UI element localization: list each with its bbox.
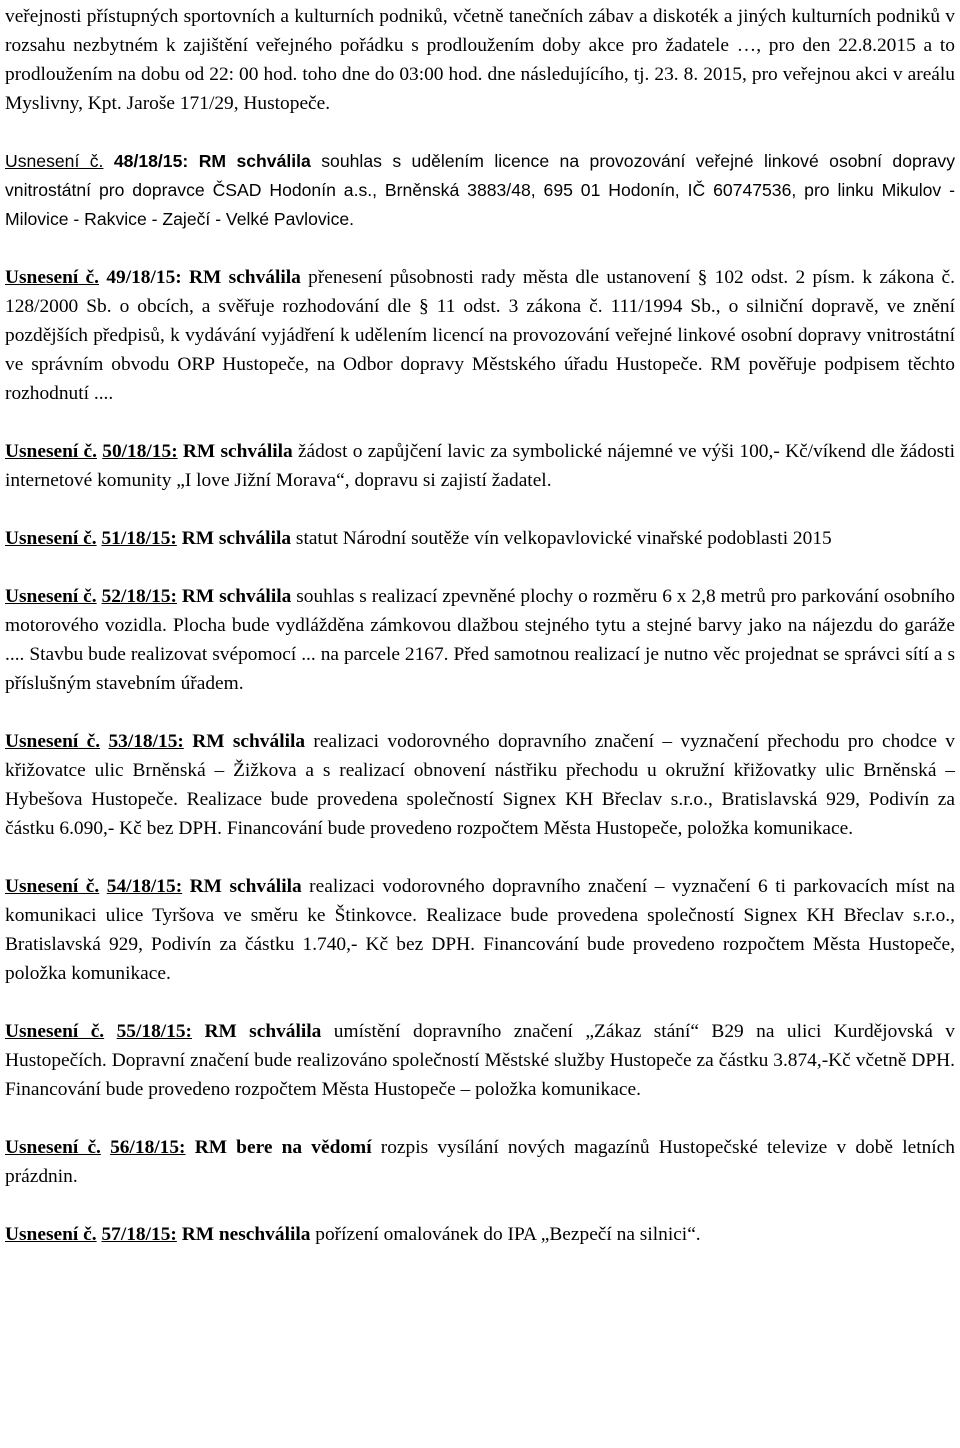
resolution-text: rozpis vysílání nových magazínů Hustopečské televize v době letních prázdnin. [5,1137,955,1187]
resolution-57 [5,1220,955,1249]
resolution-53 [5,727,955,843]
resolution-label: Usnesení č. [5,876,100,897]
resolution-50 [5,437,955,495]
resolution-49 [5,263,955,408]
resolution-number: 52/18/15: [101,586,177,607]
resolution-label: Usnesení č. [5,528,97,549]
resolution-label: Usnesení č. [5,731,101,752]
resolution-verb: RM schválila [189,267,301,288]
resolution-verb: RM schválila [192,731,306,752]
resolution-label: Usnesení č. [5,151,104,171]
resolution-number: 55/18/15: [116,1021,192,1042]
resolution-label: Usnesení č. [5,1021,105,1042]
resolution-text: realizaci vodorovného dopravního značení – vyznačení přechodu pro chodce v křižovatce ulic Brněnská – Žižkova a s realizací obnovení nástřiku přechodu u okružní křižovatky ulic Brněnská – Hybešova Hustopeče. Realizace bude provedena společností Signex KH Břeclav s.r.o., Bratislavská 929, Podivín za částku 6.090,- Kč bez DPH. Financování bude provedeno rozpočtem Města Hustopeče, položka komunikace. [5,731,955,839]
resolution-number: 51/18/15: [101,528,177,549]
resolution-label: Usnesení č. [5,586,97,607]
resolution-48 [5,147,955,234]
resolution-56 [5,1133,955,1191]
resolution-verb: RM neschválila [181,1224,311,1245]
resolution-label: Usnesení č. [5,267,100,288]
resolution-54 [5,872,955,988]
resolution-label: Usnesení č. [5,441,97,462]
resolution-text: statut Národní soutěže vín velkopavlovické vinařské podoblasti 2015 [291,528,832,549]
resolution-number: 53/18/15: [108,731,184,752]
resolution-verb: RM bere na vědomí [194,1137,372,1158]
resolution-verb: RM schválila [198,151,311,171]
resolution-text: žádost o zapůjčení lavic za symbolické nájemné ve výši 100,- Kč/víkend dle žádosti internetové komunity „I love Jižní Morava“, dopravu si zajistí žadatel. [5,441,955,491]
resolution-text: umístění dopravního značení „Zákaz stání“ B29 na ulici Kurdějovská v Hustopečích. Dopravní značení bude realizováno společností Městské služby Hustopeče za částku 3.874,-Kč včetně DPH. Financování bude provedeno rozpočtem Města Hustopeče – položka komunikace. [5,1021,955,1100]
resolution-verb: RM schválila [189,876,302,897]
resolution-text: souhlas s udělením licence na provozování veřejné linkové osobní dopravy vnitrostátní pro dopravce ČSAD Hodonín a.s., Brněnská 3883/48, 695 01 Hodonín, IČ 60747536, pro linku Mikulov - Milovice - Rakvice - Zaječí - Velké Pavlovice. [5,151,956,229]
resolution-number: 54/18/15: [106,876,183,897]
resolution-number: 50/18/15: [102,441,178,462]
resolution-number: 48/18/15: [113,151,189,171]
intro-paragraph: veřejnosti přístupných sportovních a kulturních podniků, včetně tanečních zábav a diskoték a jiných kulturních podniků v rozsahu nezbytném k zajištění veřejného pořádku s prodloužením doby akce pro žadatele …, pro den 22.8.2015 a to prodloužením na dobu od 22: 00 hod. toho dne do 03:00 hod. dne následujícího, tj. 23. 8. 2015, pro veřejnou akci v areálu Myslivny, Kpt. Jaroše 171/29, Hustopeče. [5,6,955,114]
resolution-verb: RM schválila [204,1021,322,1042]
resolution-verb: RM schválila [181,586,292,607]
resolution-label: Usnesení č. [5,1224,97,1245]
resolution-verb: RM schválila [182,441,293,462]
resolution-verb: RM schválila [181,528,292,549]
resolution-51 [5,524,955,553]
resolution-55 [5,1017,955,1104]
document-page [5,0,955,1249]
resolution-text: souhlas s realizací zpevněné plochy o rozměru 6 x 2,8 metrů pro parkování osobního motorového vozidla. Plocha bude vydlážděna zámkovou dlažbou stejného tytu a stejné barvy jako na nájezdu do garáže .... Stavbu bude realizovat svépomocí ... na parcele 2167. Před samotnou realizací je nutno věc projednat se správci sítí a s příslušným stavebním úřadem. [5,586,955,694]
resolution-52 [5,582,955,698]
resolution-number: 56/18/15: [110,1137,186,1158]
resolution-text: realizaci vodorovného dopravního značení – vyznačení 6 ti parkovacích míst na komunikaci ulice Tyršova ve směru ke Štinkovce. Realizace bude provedena společností Signex KH Břeclav s.r.o., Bratislavská 929, Podivín za částku 1.740,- Kč bez DPH. Financování bude provedeno rozpočtem Města Hustopeče, položka komunikace. [5,876,955,984]
resolution-number: 57/18/15: [101,1224,177,1245]
resolution-label: Usnesení č. [5,1137,101,1158]
resolution-text: pořízení omalovánek do IPA „Bezpečí na silnici“. [310,1224,701,1245]
resolution-text: přenesení působnosti rady města dle ustanovení § 102 odst. 2 písm. k zákona č. 128/2000 Sb. o obcích, a svěřuje rozhodování dle § 11 odst. 3 zákona č. 111/1994 Sb., o silniční dopravě, ve znění pozdějších předpisů, k vydávání vyjádření k udělením licencí na provozování veřejné linkové osobní dopravy vnitrostátní ve správním obvodu ORP Hustopeče, na Odbor dopravy Městského úřadu Hustopeče. RM pověřuje podpisem těchto rozhodnutí .... [5,267,955,404]
resolution-number: 49/18/15: [106,267,182,288]
